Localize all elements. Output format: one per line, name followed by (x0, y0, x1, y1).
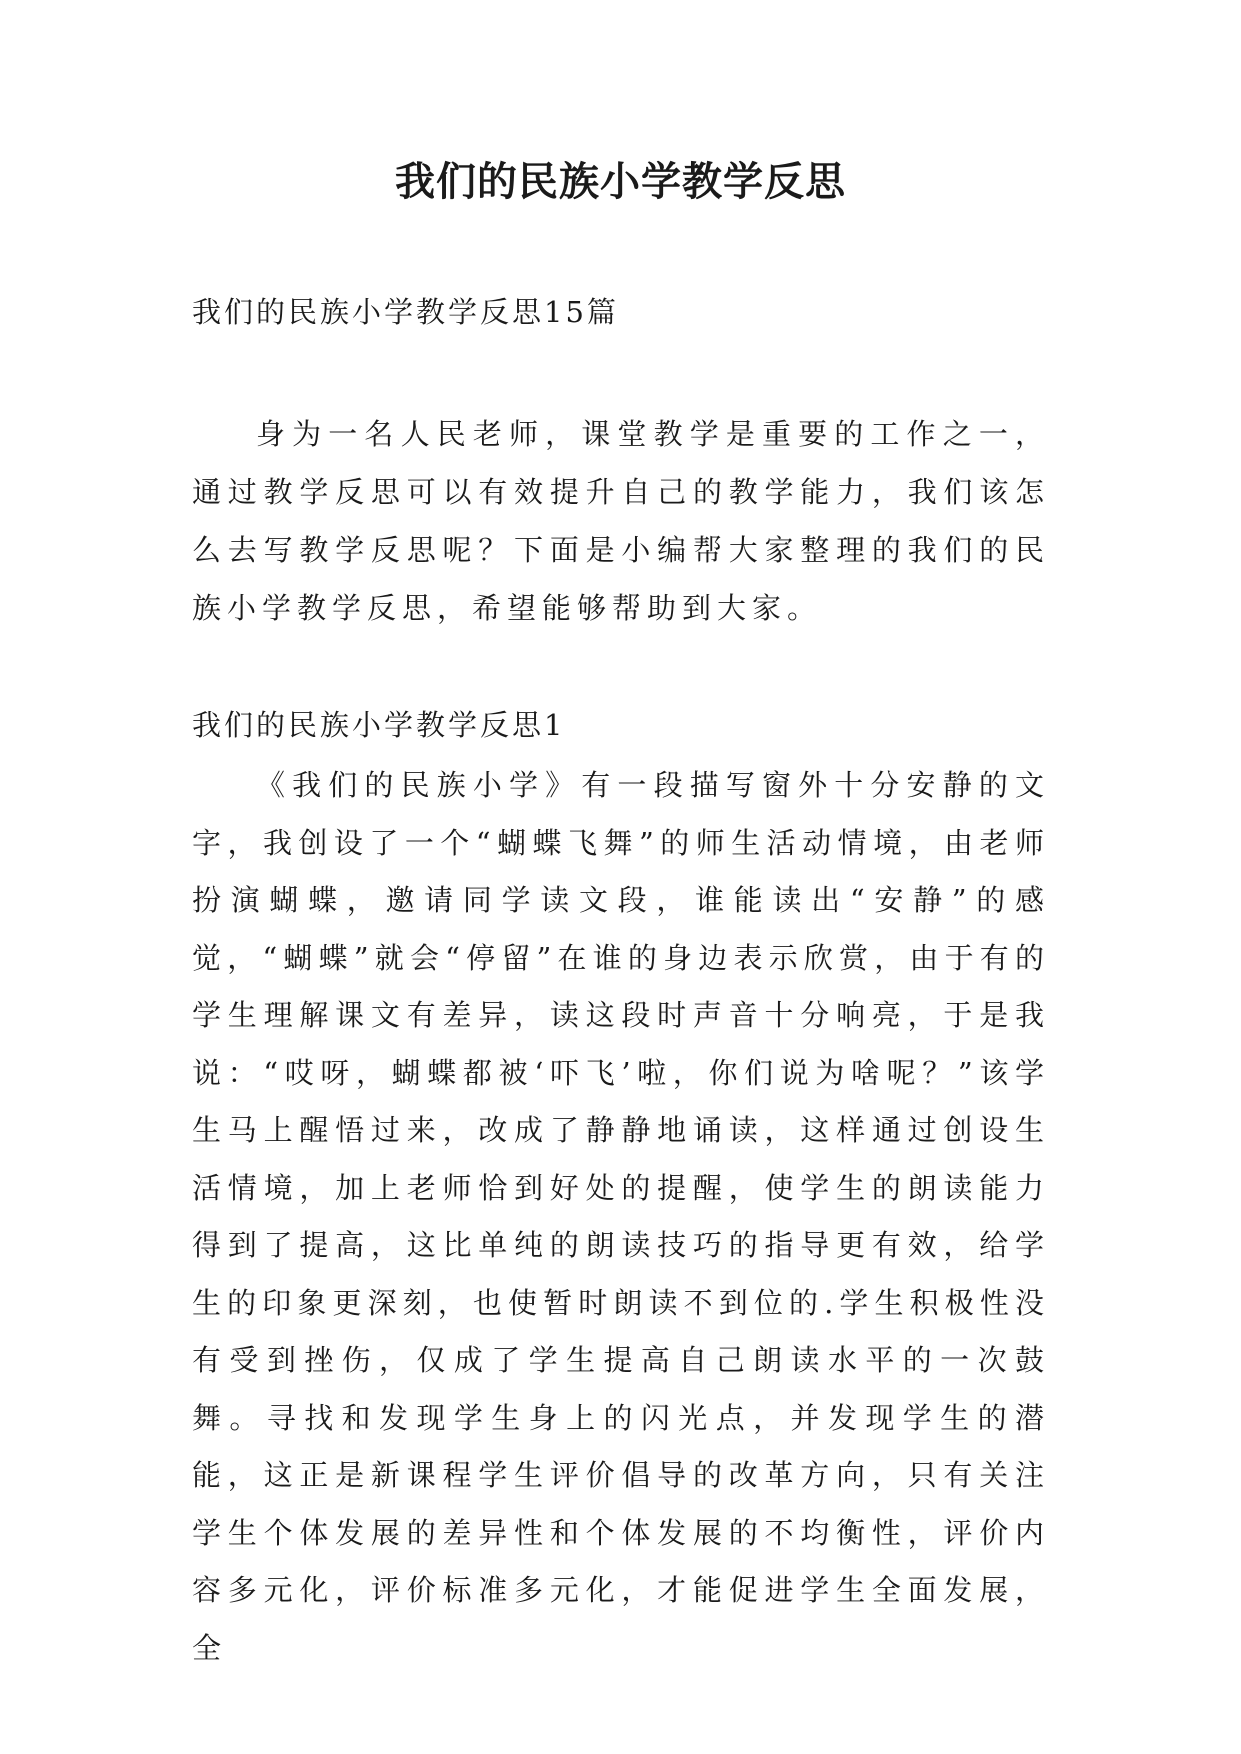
document-title: 我们的民族小学教学反思 (395, 158, 846, 205)
section-1-body: 《我们的民族小学》有一段描写窗外十分安静的文字，我创设了一个“蝴蝶飞舞”的师生活动情境，由老师扮演蝴蝶，邀请同学读文段，谁能读出“安静”的感觉，“蝴蝶”就会“停留”在谁的身边表示欣赏，由于有的学生理解课文有差异，读这段时声音十分响亮，于是我说：“哎呀，蝴蝶都被‘吓飞’啦，你们说为啥呢？”该学生马上醒悟过来，改成了静静地诵读，这样通过创设生活情境，加上老师恰到好处的提醒，使学生的朗读能力得到了提高，这比单纯的朗读技巧的指导更有效，给学生的印象更深刻，也使暂时朗读不到位的.学生积极性没有受到挫伤，仅成了学生提高自己朗读水平的一次鼓舞。寻找和发现学生身上的闪光点，并发现学生的潜能，这正是新课程学生评价倡导的改革方向，只有关注学生个体发展的差异性和个体发展的不均衡性，评价内容多元化，评价标准多元化，才能促进学生全面发展，全 (192, 768, 1050, 1665)
intro-paragraph: 身为一名人民老师，课堂教学是重要的工作之一，通过教学反思可以有效提升自己的教学能力，我们该怎么去写教学反思呢？下面是小编帮大家整理的我们的民族小学教学反思，希望能够帮助到大家。 (192, 417, 1050, 625)
section-1-title: 我们的民族小学教学反思1 (192, 708, 566, 742)
document-subtitle: 我们的民族小学教学反思15篇 (192, 295, 619, 329)
